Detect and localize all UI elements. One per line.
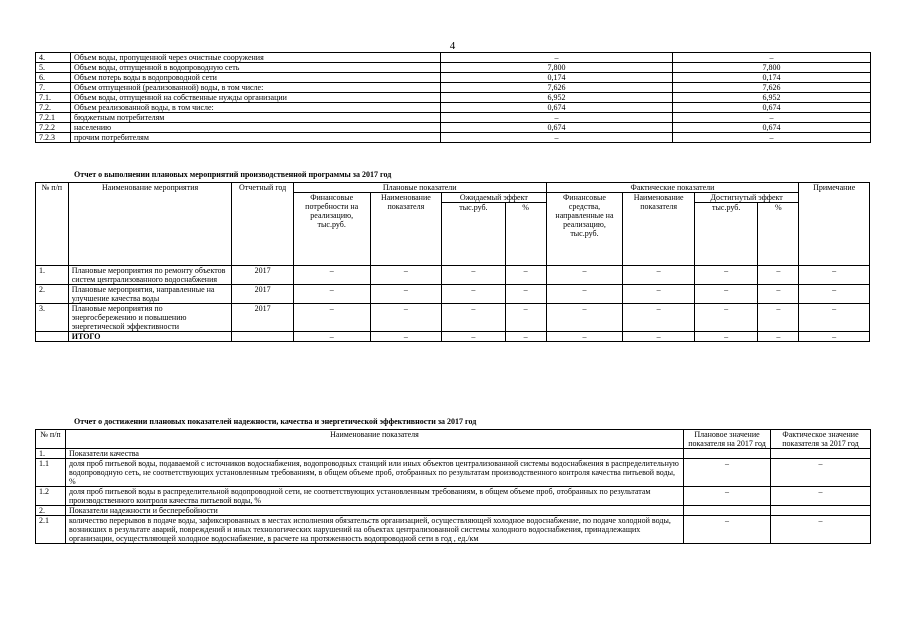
- row-number: 6.: [36, 73, 71, 83]
- header-fact: Фактическое значение показателя за 2017 год: [771, 430, 871, 449]
- row-number: 7.2.1: [36, 113, 71, 123]
- table-row: [36, 73, 871, 83]
- row-name: доля проб питьевой воды, подаваемой с источников водоснабжения, водопроводных станций или иных объектов централизованной системы водоснабжения в распределительную водопроводную сеть, не соответствующих установленным требованиям, в общем объеме проб, отобранных по результатам производственного контроля качества питьевой воды, %: [66, 459, 684, 487]
- header-plan-indicator: Наименование показателя: [370, 193, 442, 266]
- cell-value: –: [623, 332, 695, 342]
- table-row: [36, 516, 871, 544]
- row-name: Плановые мероприятия по ремонту объектов систем централизованного водоснабжения: [68, 266, 232, 285]
- header-year: Отчетный год: [232, 183, 293, 266]
- header-name: Наименование мероприятия: [68, 183, 232, 266]
- cell-value: –: [758, 285, 799, 304]
- cell-value: –: [293, 304, 370, 332]
- table-row: [36, 63, 871, 73]
- fact-value: 0,174: [673, 73, 871, 83]
- row-name: Показатели качества: [66, 449, 684, 459]
- row-year: 2017: [232, 285, 293, 304]
- table-row: [36, 53, 871, 63]
- plan-value: [684, 449, 771, 459]
- water-volume-table: [35, 52, 871, 143]
- table-row: [36, 285, 870, 304]
- cell-value: –: [758, 304, 799, 332]
- row-number: 7.2.3: [36, 133, 71, 143]
- cell-value: –: [623, 304, 695, 332]
- header-plan: Плановое значение показателя на 2017 год: [684, 430, 771, 449]
- row-number: 1.: [36, 266, 69, 285]
- cell-value: –: [694, 304, 757, 332]
- fact-value: [771, 506, 871, 516]
- page-number: 4: [449, 40, 456, 52]
- fact-value: 7,626: [673, 83, 871, 93]
- row-number: 7.1.: [36, 93, 71, 103]
- row-name: Объем воды, отпущенной в водопроводную сеть: [71, 63, 441, 73]
- plan-value: 0,674: [441, 123, 673, 133]
- header-fact-group: Фактические показатели: [546, 183, 799, 193]
- cell-value: –: [370, 266, 442, 285]
- row-number: 2.1: [36, 516, 66, 544]
- cell-value: –: [799, 304, 870, 332]
- row-name: бюджетным потребителям: [71, 113, 441, 123]
- table-row: [36, 83, 871, 93]
- program-report-table: [35, 182, 870, 342]
- fact-value: –: [673, 113, 871, 123]
- cell-value: –: [694, 285, 757, 304]
- cell-value: –: [623, 266, 695, 285]
- cell-value: –: [623, 285, 695, 304]
- cell-value: –: [442, 332, 505, 342]
- header-plan-effect: Ожидаемый эффект: [442, 193, 546, 203]
- row-name: количество перерывов в подаче воды, зафиксированных в местах исполнения обязательств организацией, осуществляющей холодное водоснабжение, по подаче холодной воды, возникших в результате аварий, повреждений и иных технологических нарушений на объектах централизованной системы холодного водоснабжения, принадлежащих организации, осуществляющей холодное водоснабжение, в расчете на протяженность водопроводной сети в год , ед./км: [66, 516, 684, 544]
- row-name: Плановые мероприятия по энергосбережению и повышению энергетической эффективности: [68, 304, 232, 332]
- cell-value: –: [370, 332, 442, 342]
- row-number: 3.: [36, 304, 69, 332]
- row-number: 2.: [36, 285, 69, 304]
- cell-value: –: [505, 266, 546, 285]
- cell-value: –: [799, 285, 870, 304]
- table-row: [36, 304, 870, 332]
- row-name: Плановые мероприятия, направленные на улучшение качества воды: [68, 285, 232, 304]
- fact-value: –: [673, 53, 871, 63]
- table-row: [36, 113, 871, 123]
- cell-value: –: [442, 304, 505, 332]
- cell-value: –: [370, 304, 442, 332]
- cell-value: –: [293, 266, 370, 285]
- header-plan-effect-rub: тыс.руб.: [442, 203, 505, 266]
- table-row: [36, 266, 870, 285]
- cell-value: –: [758, 332, 799, 342]
- row-name: Объем реализованной воды, в том числе:: [71, 103, 441, 113]
- total-row: [36, 332, 870, 342]
- row-name: Объем потерь воды в водопроводной сети: [71, 73, 441, 83]
- row-name: Объем воды, отпущенной на собственные нужды организации: [71, 93, 441, 103]
- header-plan-effect-pct: %: [505, 203, 546, 266]
- fact-value: 0,674: [673, 103, 871, 113]
- header-fact-effect: Достигнутый эффект: [694, 193, 798, 203]
- cell-value: –: [546, 304, 623, 332]
- row-number: 2.: [36, 506, 66, 516]
- fact-value: –: [771, 487, 871, 506]
- cell-value: –: [694, 266, 757, 285]
- table-row: [36, 103, 871, 113]
- header-fact-fin: Финансовые средства, направленные на реализацию, тыс.руб.: [546, 193, 623, 266]
- header-row: [36, 430, 871, 449]
- plan-value: –: [441, 113, 673, 123]
- plan-value: 6,952: [441, 93, 673, 103]
- plan-value: –: [441, 53, 673, 63]
- row-number: 1.1: [36, 459, 66, 487]
- cell-value: –: [694, 332, 757, 342]
- fact-value: [771, 449, 871, 459]
- table-row: [36, 459, 871, 487]
- table-row: [36, 449, 871, 459]
- row-number: 7.2.: [36, 103, 71, 113]
- row-name: Показатели надежности и бесперебойности: [66, 506, 684, 516]
- cell-value: –: [799, 266, 870, 285]
- fact-value: 0,674: [673, 123, 871, 133]
- plan-value: [684, 506, 771, 516]
- fact-value: –: [771, 459, 871, 487]
- cell-value: –: [442, 285, 505, 304]
- cell-value: –: [505, 285, 546, 304]
- cell-value: –: [546, 285, 623, 304]
- plan-value: 7,800: [441, 63, 673, 73]
- cell-value: –: [546, 266, 623, 285]
- row-number: 4.: [36, 53, 71, 63]
- cell-value: –: [370, 285, 442, 304]
- cell-value: –: [442, 266, 505, 285]
- table-row: [36, 123, 871, 133]
- header-note: Примечание: [799, 183, 870, 266]
- fact-value: –: [771, 516, 871, 544]
- cell-value: –: [799, 332, 870, 342]
- cell-value: –: [505, 332, 546, 342]
- row-number: 5.: [36, 63, 71, 73]
- header-fact-indicator: Наименование показателя: [623, 193, 695, 266]
- fact-value: –: [673, 133, 871, 143]
- row-number: 1.: [36, 449, 66, 459]
- row-number: [36, 332, 69, 342]
- plan-value: –: [441, 133, 673, 143]
- program-report-title: Отчет о выполнении плановых мероприятий производственной программы за 2017 год: [74, 170, 392, 179]
- plan-value: –: [684, 487, 771, 506]
- plan-value: –: [684, 459, 771, 487]
- header-plan-fin: Финансовые потребности на реализацию, тыс.руб.: [293, 193, 370, 266]
- row-year: [232, 332, 293, 342]
- row-year: 2017: [232, 266, 293, 285]
- header-num: № п/п: [36, 183, 69, 266]
- row-name: Объем воды, пропущенной через очистные сооружения: [71, 53, 441, 63]
- plan-value: 7,626: [441, 83, 673, 93]
- cell-value: –: [293, 332, 370, 342]
- header-plan-group: Плановые показатели: [293, 183, 546, 193]
- cell-value: –: [546, 332, 623, 342]
- fact-value: 6,952: [673, 93, 871, 103]
- row-number: 7.: [36, 83, 71, 93]
- header-row: [36, 183, 870, 193]
- table-row: [36, 93, 871, 103]
- header-name: Наименование показателя: [66, 430, 684, 449]
- row-name: населению: [71, 123, 441, 133]
- header-fact-effect-pct: %: [758, 203, 799, 266]
- plan-value: –: [684, 516, 771, 544]
- table-row: [36, 487, 871, 506]
- reliability-report-table: [35, 429, 871, 544]
- total-label: ИТОГО: [68, 332, 232, 342]
- row-name: Объем отпущенной (реализованной) воды, в том числе:: [71, 83, 441, 93]
- header-fact-effect-rub: тыс.руб.: [694, 203, 757, 266]
- header-num: № п/п: [36, 430, 66, 449]
- row-name: прочим потребителям: [71, 133, 441, 143]
- table-row: [36, 133, 871, 143]
- cell-value: –: [293, 285, 370, 304]
- table-row: [36, 506, 871, 516]
- row-year: 2017: [232, 304, 293, 332]
- plan-value: 0,674: [441, 103, 673, 113]
- fact-value: 7,800: [673, 63, 871, 73]
- row-number: 7.2.2: [36, 123, 71, 133]
- row-number: 1.2: [36, 487, 66, 506]
- cell-value: –: [758, 266, 799, 285]
- reliability-report-title: Отчет о достижении плановых показателей надежности, качества и энергетической эффективности за 2017 год: [74, 417, 477, 426]
- row-name: доля проб питьевой воды в распределительной водопроводной сети, не соответствующих установленным требованиям, в общем объеме проб, отобранных по результатам производственного контроля качества питьевой воды, %: [66, 487, 684, 506]
- cell-value: –: [505, 304, 546, 332]
- plan-value: 0,174: [441, 73, 673, 83]
